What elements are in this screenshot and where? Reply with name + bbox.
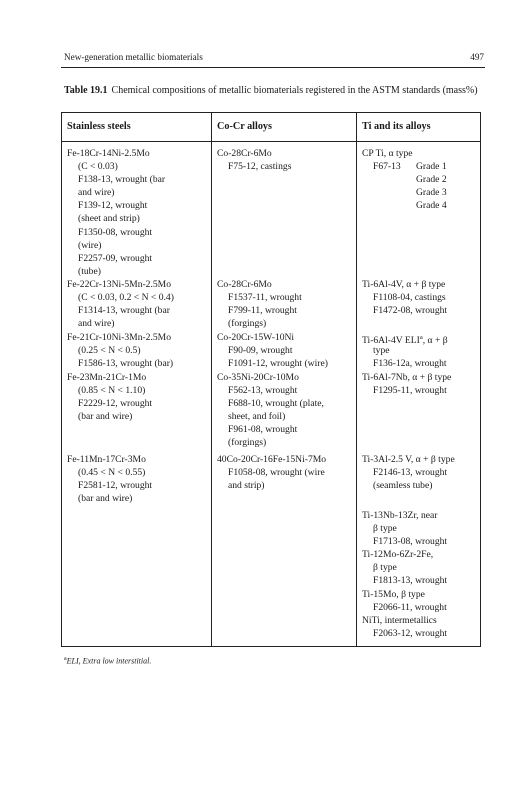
cell-line: (C < 0.03) — [78, 161, 118, 173]
cell-line: (0.45 < N < 0.55) — [78, 467, 146, 479]
cell-line: Ti-15Mo, β type — [362, 588, 425, 600]
ti-block-2 — [362, 278, 447, 317]
cell-line: F1472-08, wrought — [373, 305, 448, 317]
column-divider — [211, 113, 212, 646]
cell-line: and wire) — [78, 318, 115, 330]
cell-line: 40Co-20Cr-16Fe-15Ni-7Mo — [217, 454, 327, 465]
cell-line: (bar and wire) — [78, 493, 133, 505]
cell-line: F1586-13, wrought (bar) — [78, 358, 174, 370]
cell-line: Ti-12Mo-6Zr-2Fe, — [362, 549, 434, 561]
cell-line: Ti-13Nb-13Zr, near — [362, 510, 438, 521]
cell-line: F2581-12, wrought — [78, 480, 153, 492]
grade-label: Grade 2 — [416, 174, 447, 186]
cell-line: (0.85 < N < 1.10) — [78, 385, 146, 397]
cell-line: Ti-3Al-2.5 V, α + β type — [362, 454, 455, 465]
composition-table — [61, 112, 481, 647]
cell-line: F1350-08, wrought — [78, 226, 153, 238]
cell-line: (bar and wire) — [78, 411, 133, 423]
cell-line: F136-12a, wrought — [373, 358, 447, 370]
table-footnote — [64, 656, 151, 666]
cocr-block-3 — [217, 331, 328, 370]
cell-line: Fe-21Cr-10Ni-3Mn-2.5Mo — [67, 332, 171, 343]
stainless-block-4 — [67, 371, 152, 423]
cell-line: Ti-6Al-4V, α + β type — [362, 279, 446, 290]
cell-line — [362, 173, 447, 186]
grade-label: Grade 4 — [416, 200, 447, 212]
cell-line: Co-28Cr-6Mo — [217, 148, 272, 159]
cell-line: F1091-12, wrought (wire) — [228, 358, 328, 370]
header-stainless-steels: Stainless steels — [67, 121, 131, 132]
cell-line: β type — [373, 562, 397, 574]
ti-block-6 — [362, 509, 447, 640]
ti-block-4 — [362, 371, 451, 397]
header-rule — [61, 67, 485, 68]
header-ti-alloys: Ti and its alloys — [362, 121, 431, 132]
stainless-block-1 — [67, 147, 165, 278]
footnote-marker: a — [419, 334, 423, 341]
cell-line: F1314-13, wrought (bar — [78, 305, 170, 317]
cell-line: Fe-11Mn-17Cr-3Mo — [67, 454, 146, 465]
cell-line: sheet, and foil) — [228, 411, 286, 423]
ti-block-1 — [362, 147, 447, 212]
column-divider — [356, 113, 357, 646]
cocr-block-4 — [217, 371, 324, 450]
cell-line: (forgings) — [228, 437, 267, 449]
cell-line: and wire) — [78, 187, 115, 199]
cocr-block-1 — [217, 147, 291, 173]
cell-line: Co-28Cr-6Mo — [217, 279, 272, 290]
table-caption-text: Chemical compositions of metallic biomaterials registered in the ASTM standards (mass%) — [111, 85, 478, 96]
cell-line: (0.25 < N < 0.5) — [78, 345, 141, 357]
cell-line — [362, 160, 447, 173]
cell-line — [362, 199, 447, 212]
cell-line — [362, 331, 448, 347]
alloy-name: Ti-6Al-4V ELI — [362, 335, 420, 347]
cell-line: Fe-18Cr-14Ni-2.5Mo — [67, 148, 150, 159]
header-co-cr-alloys: Co-Cr alloys — [217, 121, 272, 132]
grade-label: Grade 1 — [416, 161, 447, 173]
cell-line: CP Ti, α type — [362, 148, 413, 159]
cell-line: and strip) — [228, 480, 265, 492]
cell-line: F1295-11, wrought — [373, 385, 447, 397]
cell-line: F799-11, wrought — [228, 305, 297, 317]
cell-line: Co-35Ni-20Cr-10Mo — [217, 372, 299, 383]
footnote-text: ELI, Extra low interstitial. — [66, 656, 152, 666]
cell-line: (wire) — [78, 239, 102, 251]
running-head-title: New-generation metallic biomaterials — [64, 52, 203, 62]
grade-label: Grade 3 — [416, 187, 447, 199]
cell-line: β type — [373, 523, 397, 535]
page-number: 497 — [470, 52, 484, 62]
cell-line: F1537-11, wrought — [228, 292, 302, 304]
cell-line: F2257-09, wrought — [78, 252, 153, 264]
stainless-block-5 — [67, 453, 152, 505]
cell-line: (seamless tube) — [373, 480, 433, 492]
stainless-block-2 — [67, 278, 174, 330]
cell-line: Co-20Cr-15W-10Ni — [217, 332, 295, 343]
cell-line — [362, 186, 447, 199]
cell-line: F1813-13, wrought — [373, 575, 448, 587]
cell-line: Fe-23Mn-21Cr-1Mo — [67, 372, 147, 383]
cell-line: F2146-13, wrought — [373, 467, 448, 479]
cell-line: Ti-6Al-7Nb, α + β type — [362, 372, 452, 383]
cell-line: F2066-11, wrought — [373, 601, 447, 613]
cell-line: Fe-22Cr-13Ni-5Mn-2.5Mo — [67, 279, 171, 290]
table-label: Table 19.1 — [64, 85, 108, 96]
stainless-block-3 — [67, 331, 173, 370]
cell-line: F1713-08, wrought — [373, 536, 448, 548]
footnote-marker: a — [64, 656, 67, 662]
header-divider — [62, 141, 480, 142]
ti-block-3 — [362, 331, 448, 370]
cell-line: (C < 0.03, 0.2 < N < 0.4) — [78, 292, 174, 304]
cell-line: F961-08, wrought — [228, 424, 298, 436]
cell-line: F139-12, wrought — [78, 200, 148, 212]
alloy-type: , α + β — [422, 335, 448, 347]
cell-line: F1108-04, castings — [373, 292, 446, 304]
cell-line: F2229-12, wrought — [78, 398, 153, 410]
cell-line: (tube) — [78, 265, 101, 277]
cell-line: F75-12, castings — [228, 161, 292, 173]
cell-line: (forgings) — [228, 318, 267, 330]
cell-line: F138-13, wrought (bar — [78, 174, 166, 186]
cell-line: F1058-08, wrought (wire — [228, 467, 325, 479]
cocr-block-5 — [217, 453, 326, 492]
cell-line: F2063-12, wrought — [373, 627, 448, 639]
cell-line: F688-10, wrought (plate, — [228, 398, 324, 410]
cell-line: type — [373, 345, 390, 357]
cell-line: NiTi, intermetallics — [362, 614, 437, 626]
cocr-block-2 — [217, 278, 302, 330]
table-caption — [64, 84, 488, 97]
cell-line: (sheet and strip) — [78, 213, 140, 225]
astm-code: F67-13 — [373, 161, 401, 173]
cell-line: F90-09, wrought — [228, 345, 293, 357]
ti-block-5 — [362, 453, 455, 492]
cell-line: F562-13, wrought — [228, 385, 298, 397]
